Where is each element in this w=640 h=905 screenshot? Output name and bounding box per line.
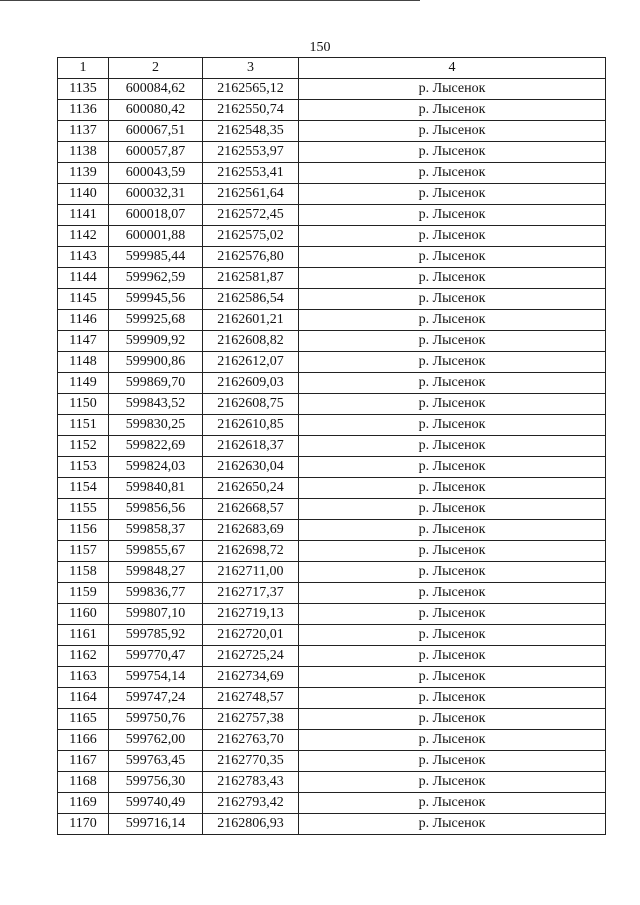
cell-description: р. Лысенок xyxy=(299,436,606,457)
cell-point-number: 1142 xyxy=(58,226,109,247)
table-row xyxy=(58,730,606,751)
cell-y-coordinate: 2162581,87 xyxy=(203,268,299,289)
table-row xyxy=(58,793,606,814)
table-row xyxy=(58,184,606,205)
table-header xyxy=(58,58,606,79)
cell-y-coordinate: 2162793,42 xyxy=(203,793,299,814)
cell-y-coordinate: 2162668,57 xyxy=(203,499,299,520)
cell-point-number: 1168 xyxy=(58,772,109,793)
cell-description: р. Лысенок xyxy=(299,730,606,751)
cell-y-coordinate: 2162763,70 xyxy=(203,730,299,751)
table-row xyxy=(58,310,606,331)
cell-point-number: 1152 xyxy=(58,436,109,457)
table-row xyxy=(58,79,606,100)
table-row xyxy=(58,394,606,415)
cell-x-coordinate: 599945,56 xyxy=(109,289,203,310)
cell-description: р. Лысенок xyxy=(299,184,606,205)
cell-point-number: 1166 xyxy=(58,730,109,751)
cell-point-number: 1154 xyxy=(58,478,109,499)
cell-y-coordinate: 2162572,45 xyxy=(203,205,299,226)
cell-description: р. Лысенок xyxy=(299,478,606,499)
cell-y-coordinate: 2162683,69 xyxy=(203,520,299,541)
cell-x-coordinate: 600084,62 xyxy=(109,79,203,100)
cell-y-coordinate: 2162610,85 xyxy=(203,415,299,436)
cell-description: р. Лысенок xyxy=(299,583,606,604)
cell-y-coordinate: 2162561,64 xyxy=(203,184,299,205)
table-row xyxy=(58,478,606,499)
cell-description: р. Лысенок xyxy=(299,709,606,730)
cell-x-coordinate: 599822,69 xyxy=(109,436,203,457)
cell-point-number: 1145 xyxy=(58,289,109,310)
table-row xyxy=(58,331,606,352)
cell-description: р. Лысенок xyxy=(299,604,606,625)
cell-description: р. Лысенок xyxy=(299,415,606,436)
table-row xyxy=(58,373,606,394)
cell-x-coordinate: 599855,67 xyxy=(109,541,203,562)
cell-x-coordinate: 599858,37 xyxy=(109,520,203,541)
cell-y-coordinate: 2162725,24 xyxy=(203,646,299,667)
cell-point-number: 1150 xyxy=(58,394,109,415)
cell-point-number: 1136 xyxy=(58,100,109,121)
cell-y-coordinate: 2162783,43 xyxy=(203,772,299,793)
table-row xyxy=(58,583,606,604)
cell-y-coordinate: 2162548,35 xyxy=(203,121,299,142)
cell-y-coordinate: 2162717,37 xyxy=(203,583,299,604)
top-rule-line xyxy=(0,0,420,1)
cell-x-coordinate: 600001,88 xyxy=(109,226,203,247)
cell-description: р. Лысенок xyxy=(299,394,606,415)
cell-y-coordinate: 2162550,74 xyxy=(203,100,299,121)
cell-point-number: 1162 xyxy=(58,646,109,667)
cell-point-number: 1135 xyxy=(58,79,109,100)
cell-point-number: 1165 xyxy=(58,709,109,730)
table-body xyxy=(58,79,606,835)
cell-y-coordinate: 2162608,75 xyxy=(203,394,299,415)
cell-description: р. Лысенок xyxy=(299,457,606,478)
table-row xyxy=(58,604,606,625)
table-row xyxy=(58,520,606,541)
cell-x-coordinate: 600067,51 xyxy=(109,121,203,142)
cell-x-coordinate: 599785,92 xyxy=(109,625,203,646)
coordinates-table xyxy=(57,57,606,835)
cell-description: р. Лысенок xyxy=(299,352,606,373)
table-row xyxy=(58,772,606,793)
table-row xyxy=(58,814,606,835)
cell-point-number: 1149 xyxy=(58,373,109,394)
cell-x-coordinate: 600043,59 xyxy=(109,163,203,184)
table-row xyxy=(58,142,606,163)
cell-x-coordinate: 599740,49 xyxy=(109,793,203,814)
cell-description: р. Лысенок xyxy=(299,331,606,352)
cell-x-coordinate: 599762,00 xyxy=(109,730,203,751)
cell-y-coordinate: 2162630,04 xyxy=(203,457,299,478)
cell-x-coordinate: 599985,44 xyxy=(109,247,203,268)
cell-x-coordinate: 599925,68 xyxy=(109,310,203,331)
cell-description: р. Лысенок xyxy=(299,79,606,100)
table-row xyxy=(58,688,606,709)
cell-description: р. Лысенок xyxy=(299,772,606,793)
cell-point-number: 1155 xyxy=(58,499,109,520)
cell-y-coordinate: 2162748,57 xyxy=(203,688,299,709)
cell-x-coordinate: 599830,25 xyxy=(109,415,203,436)
cell-y-coordinate: 2162553,41 xyxy=(203,163,299,184)
cell-description: р. Лысенок xyxy=(299,289,606,310)
cell-description: р. Лысенок xyxy=(299,226,606,247)
cell-y-coordinate: 2162601,21 xyxy=(203,310,299,331)
cell-x-coordinate: 599869,70 xyxy=(109,373,203,394)
cell-point-number: 1163 xyxy=(58,667,109,688)
cell-y-coordinate: 2162698,72 xyxy=(203,541,299,562)
table-row xyxy=(58,625,606,646)
cell-description: р. Лысенок xyxy=(299,541,606,562)
cell-point-number: 1164 xyxy=(58,688,109,709)
cell-y-coordinate: 2162806,93 xyxy=(203,814,299,835)
cell-x-coordinate: 599747,24 xyxy=(109,688,203,709)
cell-y-coordinate: 2162650,24 xyxy=(203,478,299,499)
table-row xyxy=(58,436,606,457)
cell-x-coordinate: 599962,59 xyxy=(109,268,203,289)
table-row xyxy=(58,457,606,478)
page-number: 150 xyxy=(309,40,331,55)
cell-point-number: 1143 xyxy=(58,247,109,268)
table-row xyxy=(58,499,606,520)
cell-y-coordinate: 2162719,13 xyxy=(203,604,299,625)
cell-description: р. Лысенок xyxy=(299,121,606,142)
cell-y-coordinate: 2162618,37 xyxy=(203,436,299,457)
cell-point-number: 1139 xyxy=(58,163,109,184)
column-header-x: 2 xyxy=(109,58,203,79)
table-row xyxy=(58,562,606,583)
header-row xyxy=(58,58,606,79)
cell-point-number: 1169 xyxy=(58,793,109,814)
cell-point-number: 1160 xyxy=(58,604,109,625)
cell-x-coordinate: 599900,86 xyxy=(109,352,203,373)
cell-x-coordinate: 600018,07 xyxy=(109,205,203,226)
cell-point-number: 1156 xyxy=(58,520,109,541)
cell-description: р. Лысенок xyxy=(299,310,606,331)
cell-x-coordinate: 599770,47 xyxy=(109,646,203,667)
cell-x-coordinate: 600057,87 xyxy=(109,142,203,163)
cell-y-coordinate: 2162586,54 xyxy=(203,289,299,310)
cell-x-coordinate: 599836,77 xyxy=(109,583,203,604)
cell-description: р. Лысенок xyxy=(299,373,606,394)
cell-y-coordinate: 2162565,12 xyxy=(203,79,299,100)
cell-description: р. Лысенок xyxy=(299,268,606,289)
cell-x-coordinate: 599750,76 xyxy=(109,709,203,730)
cell-x-coordinate: 599843,52 xyxy=(109,394,203,415)
column-header-description: 4 xyxy=(299,58,606,79)
cell-x-coordinate: 599856,56 xyxy=(109,499,203,520)
cell-description: р. Лысенок xyxy=(299,625,606,646)
cell-point-number: 1153 xyxy=(58,457,109,478)
cell-description: р. Лысенок xyxy=(299,247,606,268)
cell-description: р. Лысенок xyxy=(299,163,606,184)
cell-x-coordinate: 599807,10 xyxy=(109,604,203,625)
cell-point-number: 1140 xyxy=(58,184,109,205)
cell-x-coordinate: 599763,45 xyxy=(109,751,203,772)
cell-y-coordinate: 2162609,03 xyxy=(203,373,299,394)
cell-y-coordinate: 2162576,80 xyxy=(203,247,299,268)
table-row xyxy=(58,268,606,289)
cell-y-coordinate: 2162757,38 xyxy=(203,709,299,730)
cell-x-coordinate: 599840,81 xyxy=(109,478,203,499)
cell-x-coordinate: 600032,31 xyxy=(109,184,203,205)
cell-y-coordinate: 2162720,01 xyxy=(203,625,299,646)
cell-x-coordinate: 599909,92 xyxy=(109,331,203,352)
cell-point-number: 1138 xyxy=(58,142,109,163)
cell-point-number: 1157 xyxy=(58,541,109,562)
cell-x-coordinate: 599848,27 xyxy=(109,562,203,583)
cell-y-coordinate: 2162575,02 xyxy=(203,226,299,247)
cell-description: р. Лысенок xyxy=(299,562,606,583)
table-row xyxy=(58,352,606,373)
cell-y-coordinate: 2162553,97 xyxy=(203,142,299,163)
cell-point-number: 1167 xyxy=(58,751,109,772)
cell-y-coordinate: 2162734,69 xyxy=(203,667,299,688)
table-row xyxy=(58,646,606,667)
table-row xyxy=(58,751,606,772)
cell-point-number: 1170 xyxy=(58,814,109,835)
table-row xyxy=(58,205,606,226)
cell-y-coordinate: 2162770,35 xyxy=(203,751,299,772)
cell-x-coordinate: 599754,14 xyxy=(109,667,203,688)
cell-point-number: 1141 xyxy=(58,205,109,226)
table-row xyxy=(58,100,606,121)
table-row xyxy=(58,289,606,310)
cell-point-number: 1159 xyxy=(58,583,109,604)
cell-point-number: 1161 xyxy=(58,625,109,646)
cell-x-coordinate: 600080,42 xyxy=(109,100,203,121)
cell-description: р. Лысенок xyxy=(299,688,606,709)
table-row xyxy=(58,541,606,562)
table-row xyxy=(58,709,606,730)
table-row xyxy=(58,667,606,688)
cell-description: р. Лысенок xyxy=(299,646,606,667)
cell-point-number: 1144 xyxy=(58,268,109,289)
table-row xyxy=(58,121,606,142)
table-row xyxy=(58,247,606,268)
cell-description: р. Лысенок xyxy=(299,100,606,121)
table-row xyxy=(58,226,606,247)
cell-description: р. Лысенок xyxy=(299,142,606,163)
cell-description: р. Лысенок xyxy=(299,205,606,226)
cell-x-coordinate: 599756,30 xyxy=(109,772,203,793)
cell-y-coordinate: 2162711,00 xyxy=(203,562,299,583)
table-row xyxy=(58,415,606,436)
cell-point-number: 1148 xyxy=(58,352,109,373)
cell-point-number: 1151 xyxy=(58,415,109,436)
cell-description: р. Лысенок xyxy=(299,793,606,814)
cell-point-number: 1147 xyxy=(58,331,109,352)
cell-point-number: 1158 xyxy=(58,562,109,583)
cell-point-number: 1137 xyxy=(58,121,109,142)
column-header-y: 3 xyxy=(203,58,299,79)
cell-y-coordinate: 2162608,82 xyxy=(203,331,299,352)
cell-x-coordinate: 599716,14 xyxy=(109,814,203,835)
cell-point-number: 1146 xyxy=(58,310,109,331)
cell-y-coordinate: 2162612,07 xyxy=(203,352,299,373)
table-row xyxy=(58,163,606,184)
cell-description: р. Лысенок xyxy=(299,499,606,520)
cell-description: р. Лысенок xyxy=(299,667,606,688)
cell-description: р. Лысенок xyxy=(299,814,606,835)
cell-description: р. Лысенок xyxy=(299,520,606,541)
column-header-point-number: 1 xyxy=(58,58,109,79)
cell-description: р. Лысенок xyxy=(299,751,606,772)
cell-x-coordinate: 599824,03 xyxy=(109,457,203,478)
